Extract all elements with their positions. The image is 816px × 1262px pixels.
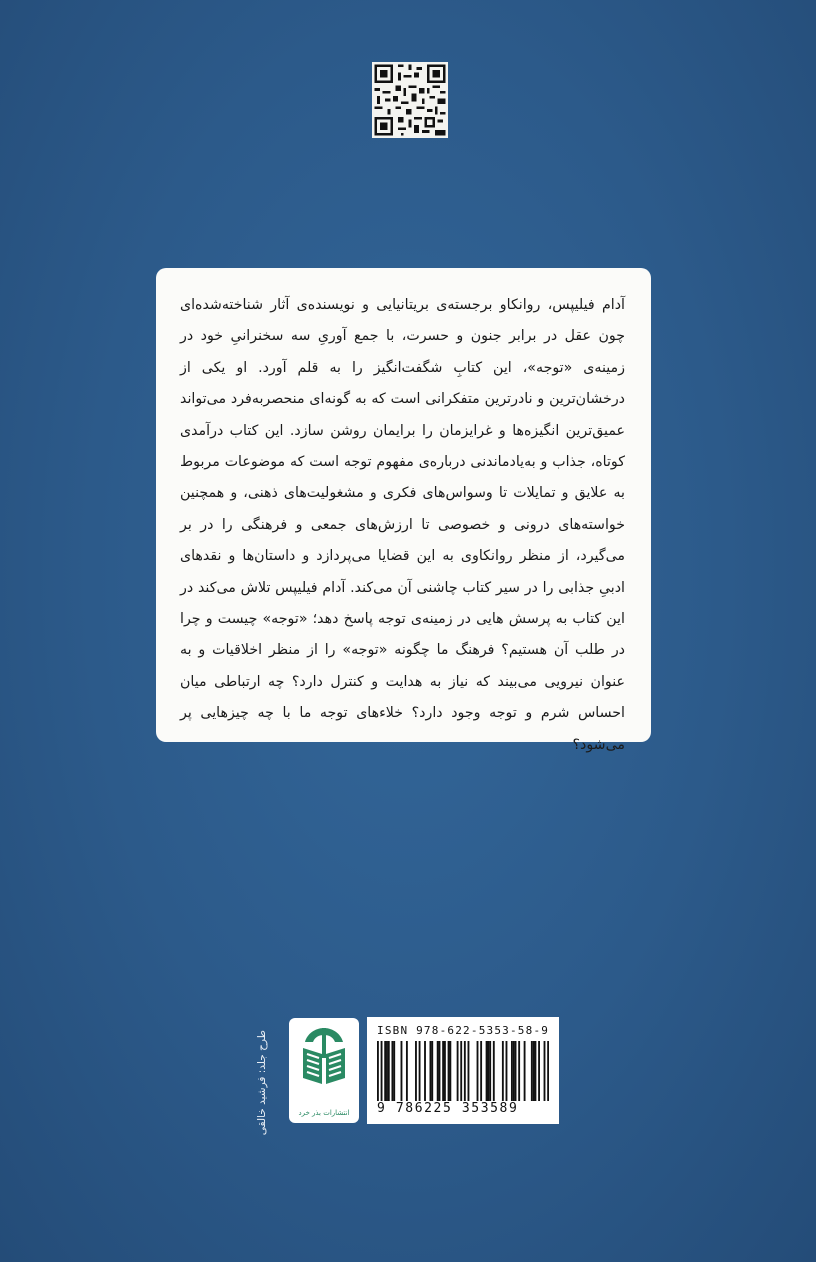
barcode-bar: [538, 1041, 540, 1101]
barcode-bar: [464, 1041, 466, 1101]
publisher-name: انتشارات بذر خرد: [298, 1109, 350, 1117]
back-cover-blurb: [156, 268, 651, 753]
barcode-bar: [448, 1041, 450, 1101]
barcode-bar: [386, 1041, 388, 1101]
barcode-bar: [468, 1041, 470, 1101]
barcode-bar: [518, 1041, 520, 1101]
barcode-bar: [513, 1041, 515, 1101]
barcode-bar: [457, 1041, 459, 1101]
barcode-bar: [477, 1041, 479, 1101]
barcode-bar: [489, 1041, 491, 1101]
barcode-bar: [531, 1041, 533, 1101]
barcode-bar: [393, 1041, 395, 1101]
isbn-label: ISBN 978-622-5353-58-9: [377, 1024, 550, 1037]
publisher-book-logo-icon: [295, 1024, 353, 1096]
barcode-bar: [442, 1041, 444, 1101]
isbn-barcode: [367, 1017, 559, 1124]
barcode-bar: [535, 1041, 537, 1101]
barcode-bar: [437, 1041, 439, 1101]
barcode-digits: 9 786225 353589: [377, 1101, 519, 1116]
barcode-bar: [419, 1041, 421, 1101]
barcode-bar: [460, 1041, 462, 1101]
barcode-bar: [377, 1041, 379, 1101]
barcode-bar: [486, 1041, 488, 1101]
barcode-bar: [430, 1041, 432, 1101]
barcode-bar: [424, 1041, 426, 1101]
barcode-bar: [502, 1041, 504, 1101]
barcode-bar: [431, 1041, 433, 1101]
qr-code-icon: [372, 62, 448, 138]
cover-designer-credit: [256, 1030, 274, 1180]
barcode-bar: [524, 1041, 526, 1101]
ean13-barcode-icon: [377, 1041, 549, 1101]
barcode-bar: [444, 1041, 446, 1101]
barcode-bar: [388, 1041, 390, 1101]
credit-text: طرح جلد: فرشید خالقی: [256, 1030, 268, 1136]
barcode-bar: [401, 1041, 403, 1101]
barcode-bar: [493, 1041, 495, 1101]
barcode-bar: [480, 1041, 482, 1101]
publisher-logo: [289, 1018, 359, 1123]
qr-code: [372, 62, 448, 138]
barcode-bar: [406, 1041, 408, 1101]
barcode-bar: [547, 1041, 549, 1101]
barcode-bar: [487, 1041, 489, 1101]
barcode-bar: [391, 1041, 393, 1101]
barcode-bar: [533, 1041, 535, 1101]
barcode-bar: [511, 1041, 513, 1101]
barcode-bar: [515, 1041, 517, 1101]
barcode-bar: [381, 1041, 383, 1101]
blurb-text: آدام فیلیپس، روانکاو برجسته‌ی بریتانیایی و نویسنده‌ی آثار شناخته‌شده‌ای چون عقل در برابر جنون و حسرت، با جمع آوریِ سه سخنرانیِ خود در زمینه‌ی «توجه»، این کتابِ شگفت‌انگیز را به قلم آورد. او یکی از درخشان‌ترین و نادرترین متفکرانی است که به گونه‌ای منحصربه‌فرد می‌تواند عمیق‌ترین انگیزه‌ها و غرایزمان را برایمان روشن سازد. این کتاب درآمدی کوتاه، جذاب و به‌یادماندنی درباره‌ی مفهوم توجه است که موضوعات مربوط به علایق و تمایلات تا وسواس‌های فکری و مشغولیت‌های ذهنی، و همچنین خواسته‌های درونی و خصوصی تا ارزش‌های جمعی و فرهنگی را در بر می‌گیرد، از منظر روانکاوی به این قضایا می‌پردازد و داستان‌ها و نقدهای ادبیِ جذابی را در سیر کتاب چاشنی آن می‌کند. آدام فیلیپس تلاش می‌کند در این کتاب به پرسش هایی در زمینه‌ی توجه پاسخ دهد؛ «توجه» چیست و چرا در طلب آن هستیم؟ فرهنگ ما چگونه «توجه» را از منظر اخلاقیات و به عنوان نیرویی می‌بیند که نیاز به هدایت و کنترل دارد؟ چه ارتباطی میان احساس شرم و توجه وجود دارد؟ خلاءهای توجه ما با چه چیزهایی پر می‌شود؟: [180, 297, 625, 753]
barcode-bar: [439, 1041, 441, 1101]
barcode-bar: [449, 1041, 451, 1101]
barcode-bar: [544, 1041, 546, 1101]
barcode-bar: [415, 1041, 417, 1101]
barcode-bar: [384, 1041, 386, 1101]
barcode-bar: [506, 1041, 508, 1101]
